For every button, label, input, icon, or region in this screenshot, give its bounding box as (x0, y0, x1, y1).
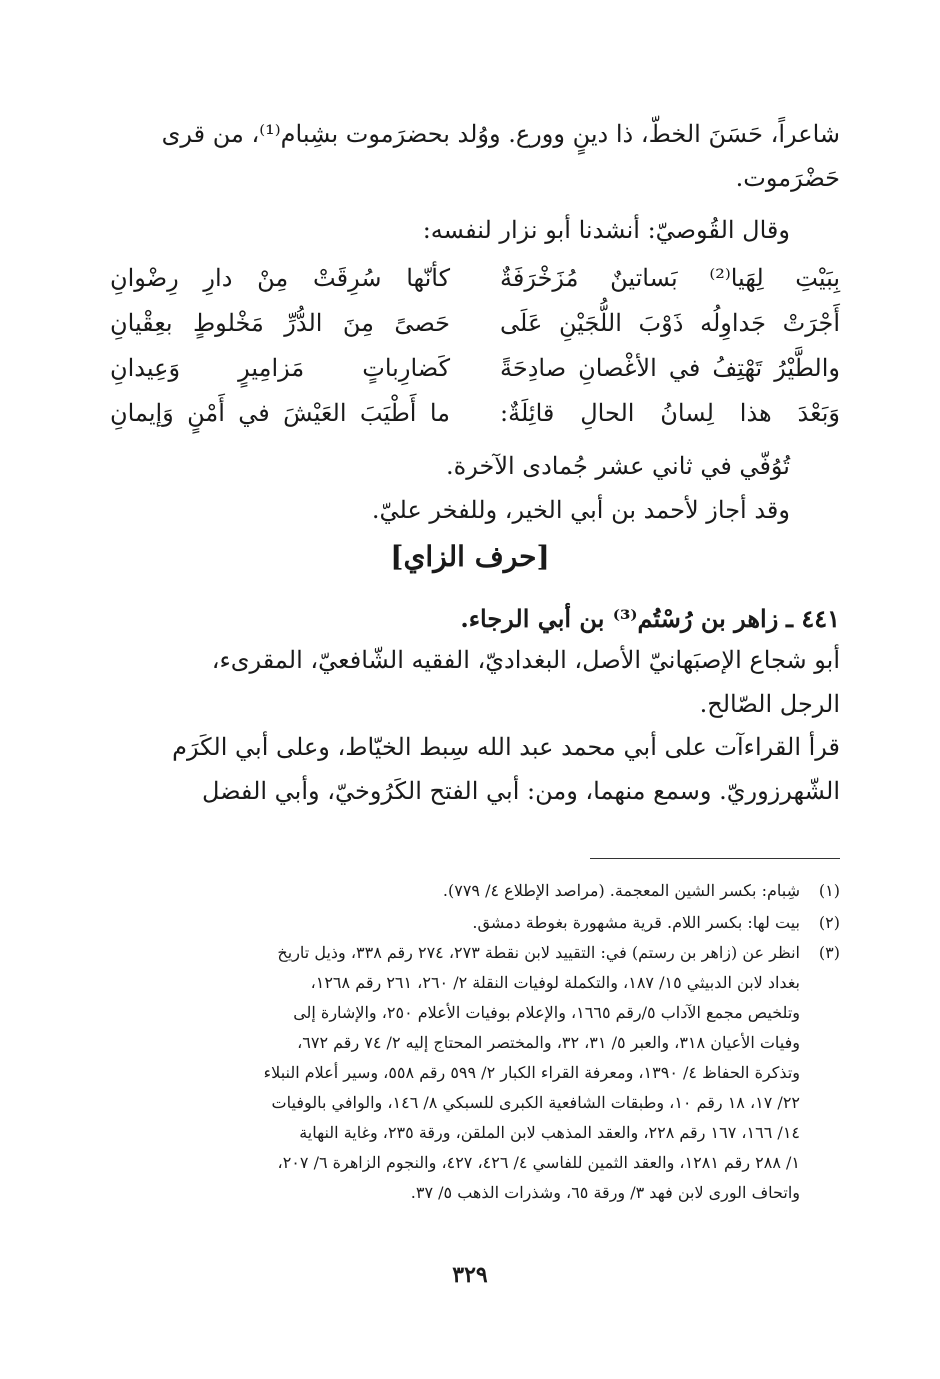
study-paragraph (110, 725, 840, 813)
footnote-line: واتحاف الورى لابن فهد ٣/ ورقة ٦٥، وشذرات الذهب ٥/ ٣٧. (410, 1183, 800, 1202)
footnote-text (110, 908, 800, 938)
poem-hemistich-right: والطَّيْرُ تَهْتِفُ في الأغْصانِ صادِحَةً (500, 353, 840, 382)
page-number: ٣٢٩ (452, 1262, 488, 1288)
footnote-line: ١/ ٢٨٨ رقم ١٢٨١، والعقد الثمين للفاسي ٤/ ٤٢٦، ٤٢٧، والنجوم الزاهرة ٦/ ٢٠٧، (277, 1153, 800, 1172)
footnote-number: (٢) (818, 913, 840, 932)
poem-verse (110, 255, 840, 300)
text-line: حَضْرَموت. (735, 164, 840, 192)
section-heading: [حرف الزاي] (390, 540, 550, 573)
footnote-divider (590, 858, 840, 859)
bio-paragraph (110, 638, 840, 726)
poem-hemistich-left: كأنّها سُرِقَتْ مِنْ دارِ رِضْوانِ (110, 263, 450, 292)
footnote-line: ١٤/ ١٦٦، ١٦٧ رقم ٢٢٨، والعقد المذهب لابن الملقن، ورقة ٢٣٥، وغاية النهاية (299, 1123, 800, 1142)
footnote-line: شِبام: بكسر الشين المعجمة. (مراصد الإطلاع ٤/ ٧٧٩). (442, 881, 800, 900)
entry-number: ٤٤١ ـ (785, 604, 840, 633)
poem-verse (110, 300, 840, 345)
text-line: قرأ القراءآت على أبي محمد عبد الله سِبط الخيّاط، وعلى أبي الكَرَم (172, 733, 840, 761)
poem-hemistich-right: بِبَيْتِ لِهَيا⁽²⁾ بَساتينٌ مُزَخْرَفَةٌ (500, 263, 841, 292)
footnote-line: بغداد لابن الدبيثي ١٥/ ١٨٧، والتكملة لوفيات النقلة ٢/ ٢٦٠، ٢٦١ رقم ١٢٦٨، (310, 973, 800, 992)
text-line: شاعراً، حَسَنَ الخطّ، ذا دينٍ وورع. ووُلد بحضرَموت بشِبام⁽¹⁾، من قرى (161, 120, 840, 148)
intro-paragraph (110, 112, 840, 200)
text-line: الرجل الصّالح. (699, 690, 840, 718)
footnote-line: ٢٢/ ١٧، ١٨ رقم ١٠، وطبقات الشافعية الكبرى للسبكي ٨/ ١٤٦، والوافي بالوفيات (271, 1093, 800, 1112)
footnote-number: (٣) (818, 943, 840, 962)
poem-hemistich-right: أَجْرَتْ جَداوِلُه ذَوْبَ اللُّجَيْنِ عَلَى (500, 308, 840, 337)
footnote (110, 876, 840, 906)
poem-verse (110, 390, 840, 435)
ijaza-note: وقد أجاز لأحمد بن أبي الخير، وللفخر عليّ. (371, 496, 790, 524)
poem-verse (110, 345, 840, 390)
poem-hemistich-left: كَضارِباتٍ مَزامِيرٍ وَعِيدانِ (110, 353, 450, 382)
footnote (110, 938, 840, 1208)
text-line: الشّهرزوريّ. وسمع منهما، ومن: أبي الفتح الكَرُوخيّ، وأبي الفضل (201, 777, 840, 805)
poem-hemistich-left: حَصىً مِنَ الدُّرِّ مَخْلوطٍ بعِقْيانِ (110, 308, 450, 337)
entry-title: زاهر بن رُسْتُم⁽³⁾ بن أبي الرجاء. (460, 604, 779, 633)
footnote-text (110, 876, 800, 906)
entry-header (110, 597, 840, 641)
poem-hemistich-right: وَبَعْدَ هذا لِسانُ الحالِ قائِلَةٌ: (500, 398, 840, 427)
footnote-line: انظر عن (زاهر بن رستم) في: التقييد لابن نقطة ٢٧٣، ٢٧٤ رقم ٣٣٨، وذيل تاريخ (277, 943, 800, 962)
death-note: تُوُفّي في ثاني عشر جُمادى الآخرة. (446, 452, 790, 480)
footnote-line: وفيات الأعيان ٣١٨، والعبر ٥/ ٣١، ٣٢، والمختصر المحتاج إليه ٢/ ٧٤ رقم ٦٧٢، (297, 1033, 800, 1052)
footnote-number: (١) (818, 881, 840, 900)
poem-hemistich-left: ما أَطْيَبَ العَيْشَ في أَمْنٍ وَإيمانِ (110, 398, 450, 427)
poem (110, 255, 840, 435)
footnote-text (110, 938, 800, 1208)
footnote-line: بيت لها: بكسر اللام. قرية مشهورة بغوطة دمشق. (472, 913, 800, 932)
footnote-line: وتلخيص مجمع الآداب ٥/رقم ١٦٦٥، والإعلام بوفيات الأعلام ٢٥٠، والإشارة إلى (293, 1003, 800, 1022)
text-line: أبو شجاع الإصبَهانيّ الأصل، البغداديّ، الفقيه الشّافعيّ، المقرىء، (211, 646, 840, 674)
footnote (110, 908, 840, 938)
footnote-line: وتذكرة الحفاظ ٤/ ١٣٩٠، ومعرفة القراء الكبار ٢/ ٥٩٩ رقم ٥٥٨، وسير أعلام النبلاء (263, 1063, 800, 1082)
quote-intro: وقال القُوصيّ: أنشدنا أبو نزار لنفسه: (422, 216, 790, 244)
